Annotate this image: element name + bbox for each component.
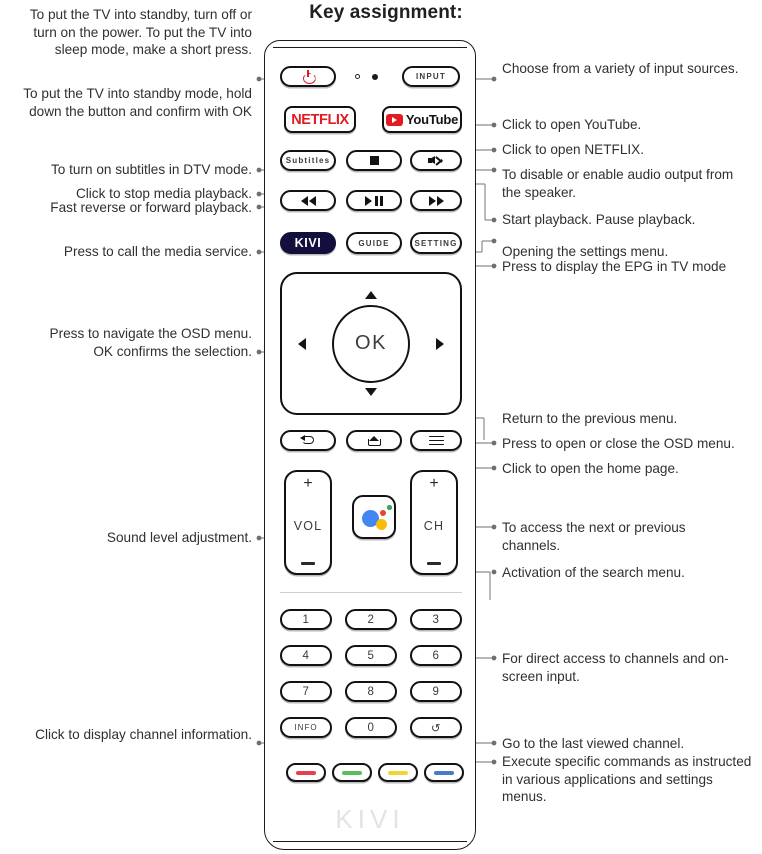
ok-label: OK bbox=[355, 332, 387, 354]
numeric-key-0[interactable]: 0 bbox=[345, 717, 397, 738]
page-title: Key assignment: bbox=[309, 2, 463, 23]
channel-rocker[interactable] bbox=[410, 470, 458, 575]
ok-button[interactable] bbox=[332, 305, 410, 383]
callout-volume: Sound level adjustment. bbox=[106, 530, 252, 545]
numeric-key-8[interactable]: 8 bbox=[345, 681, 397, 702]
callout-lastchan: Go to the last viewed channel. bbox=[502, 736, 685, 751]
numeric-key-6[interactable]: 6 bbox=[410, 645, 462, 666]
callout-home: Click to open the home page. bbox=[502, 461, 679, 476]
callout-back: Return to the previous menu. bbox=[502, 411, 678, 426]
callout-mute: To disable or enable audio output from the speaker. bbox=[502, 167, 734, 200]
callout-stop: Click to stop media playback. bbox=[75, 186, 252, 201]
input-button[interactable]: INPUT bbox=[402, 66, 460, 87]
kivi-media-button[interactable] bbox=[280, 232, 336, 254]
volume-label: VOL bbox=[293, 519, 323, 534]
volume-down-icon[interactable] bbox=[301, 562, 315, 565]
numeric-key-1[interactable]: 1 bbox=[280, 609, 332, 630]
kivi-logo: KIVI bbox=[294, 236, 322, 250]
rewind-icon bbox=[301, 196, 316, 206]
mute-icon bbox=[428, 155, 444, 166]
callout-power-hold: To put the TV into standby mode, hold down the button and confirm with OK bbox=[23, 86, 252, 119]
blue-bar-icon bbox=[434, 771, 454, 775]
dpad[interactable] bbox=[280, 272, 462, 415]
dpad-left-icon[interactable] bbox=[298, 338, 306, 350]
dpad-down-icon[interactable] bbox=[365, 388, 377, 396]
home-icon bbox=[368, 436, 381, 446]
callout-kivi-media: Press to call the media service. bbox=[63, 244, 252, 259]
led-indicator-2 bbox=[372, 74, 378, 80]
info-button[interactable]: INFO bbox=[280, 717, 332, 738]
callout-input: Choose from a variety of input sources. bbox=[502, 61, 739, 76]
channel-down-icon[interactable] bbox=[427, 562, 441, 565]
callout-youtube: Click to open YouTube. bbox=[502, 117, 642, 132]
callout-assistant: Activation of the search menu. bbox=[502, 565, 685, 580]
rewind-button[interactable] bbox=[280, 190, 336, 211]
color-key-red[interactable] bbox=[286, 763, 326, 782]
callout-netflix: Click to open NETFLIX. bbox=[502, 142, 645, 157]
numeric-key-2[interactable]: 2 bbox=[345, 609, 397, 630]
home-button[interactable] bbox=[346, 430, 402, 451]
power-button[interactable] bbox=[280, 66, 336, 87]
dpad-right-icon[interactable] bbox=[436, 338, 444, 350]
assistant-yellow-dot-icon bbox=[376, 519, 387, 530]
play-pause-button[interactable] bbox=[346, 190, 402, 211]
callout-numeric: For direct access to channels and on-screen input. bbox=[502, 651, 729, 684]
youtube-label: YouTube bbox=[405, 112, 459, 127]
youtube-button[interactable] bbox=[382, 106, 462, 133]
channel-label: CH bbox=[423, 519, 445, 534]
guide-button[interactable]: GUIDE bbox=[346, 232, 402, 254]
red-bar-icon bbox=[296, 771, 316, 775]
volume-rocker[interactable] bbox=[284, 470, 332, 575]
numeric-key-5[interactable]: 5 bbox=[345, 645, 397, 666]
forward-button[interactable] bbox=[410, 190, 462, 211]
numeric-key-7[interactable]: 7 bbox=[280, 681, 332, 702]
back-arrow-icon bbox=[300, 435, 316, 446]
keypad-divider bbox=[280, 592, 462, 593]
assistant-green-dot-icon bbox=[387, 505, 392, 510]
callout-info: Click to display channel information. bbox=[35, 727, 252, 742]
menu-button[interactable] bbox=[410, 430, 462, 451]
power-icon bbox=[303, 71, 314, 82]
netflix-logo: NETFLIX bbox=[291, 111, 349, 128]
numeric-key-4[interactable]: 4 bbox=[280, 645, 332, 666]
callout-menu: Press to open or close the OSD menu. bbox=[502, 436, 735, 451]
netflix-button[interactable] bbox=[284, 106, 356, 133]
mute-button[interactable] bbox=[410, 150, 462, 171]
back-button[interactable] bbox=[280, 430, 336, 451]
volume-up-label[interactable]: + bbox=[303, 475, 313, 492]
led-indicator-1 bbox=[355, 74, 360, 79]
youtube-play-icon bbox=[386, 114, 403, 126]
forward-icon bbox=[429, 196, 444, 206]
callout-subtitles: To turn on subtitles in DTV mode. bbox=[51, 162, 252, 177]
last-channel-button[interactable]: ↺ bbox=[410, 717, 462, 738]
color-key-green[interactable] bbox=[332, 763, 372, 782]
play-pause-icon bbox=[365, 196, 382, 206]
stop-icon bbox=[370, 156, 379, 165]
remote-control bbox=[264, 40, 476, 850]
hamburger-menu-icon bbox=[429, 436, 444, 446]
subtitles-button[interactable]: Subtitles bbox=[280, 150, 336, 171]
dpad-up-icon[interactable] bbox=[365, 291, 377, 299]
callout-guide: Press to display the EPG in TV mode bbox=[502, 259, 727, 274]
callout-playpause: Start playback. Pause playback. bbox=[502, 212, 696, 227]
color-key-blue[interactable] bbox=[424, 763, 464, 782]
google-assistant-button[interactable] bbox=[352, 495, 396, 539]
callout-power: To put the TV into standby, turn off or turn on the power. To put the TV into sleep mode, make a short press. bbox=[29, 7, 252, 58]
yellow-bar-icon bbox=[388, 771, 408, 775]
color-key-yellow[interactable] bbox=[378, 763, 418, 782]
callout-dpad: Press to navigate the OSD menu. OK confirms the selection. bbox=[49, 326, 252, 359]
assistant-red-dot-icon bbox=[380, 510, 386, 516]
setting-button[interactable]: SETTING bbox=[410, 232, 462, 254]
numeric-key-9[interactable]: 9 bbox=[410, 681, 462, 702]
green-bar-icon bbox=[342, 771, 362, 775]
callout-channel: To access the next or previous channels. bbox=[502, 520, 686, 553]
kivi-brand-wordmark: KIVI bbox=[335, 804, 405, 834]
stop-button[interactable] bbox=[346, 150, 402, 171]
callout-colorkeys: Execute specific commands as instructed in various applications and settings menus. bbox=[502, 754, 752, 805]
callout-rew-fwd: Fast reverse or forward playback. bbox=[50, 200, 252, 215]
callout-setting: Opening the settings menu. bbox=[502, 244, 669, 259]
channel-up-label[interactable]: + bbox=[429, 475, 439, 492]
numeric-key-3[interactable]: 3 bbox=[410, 609, 462, 630]
